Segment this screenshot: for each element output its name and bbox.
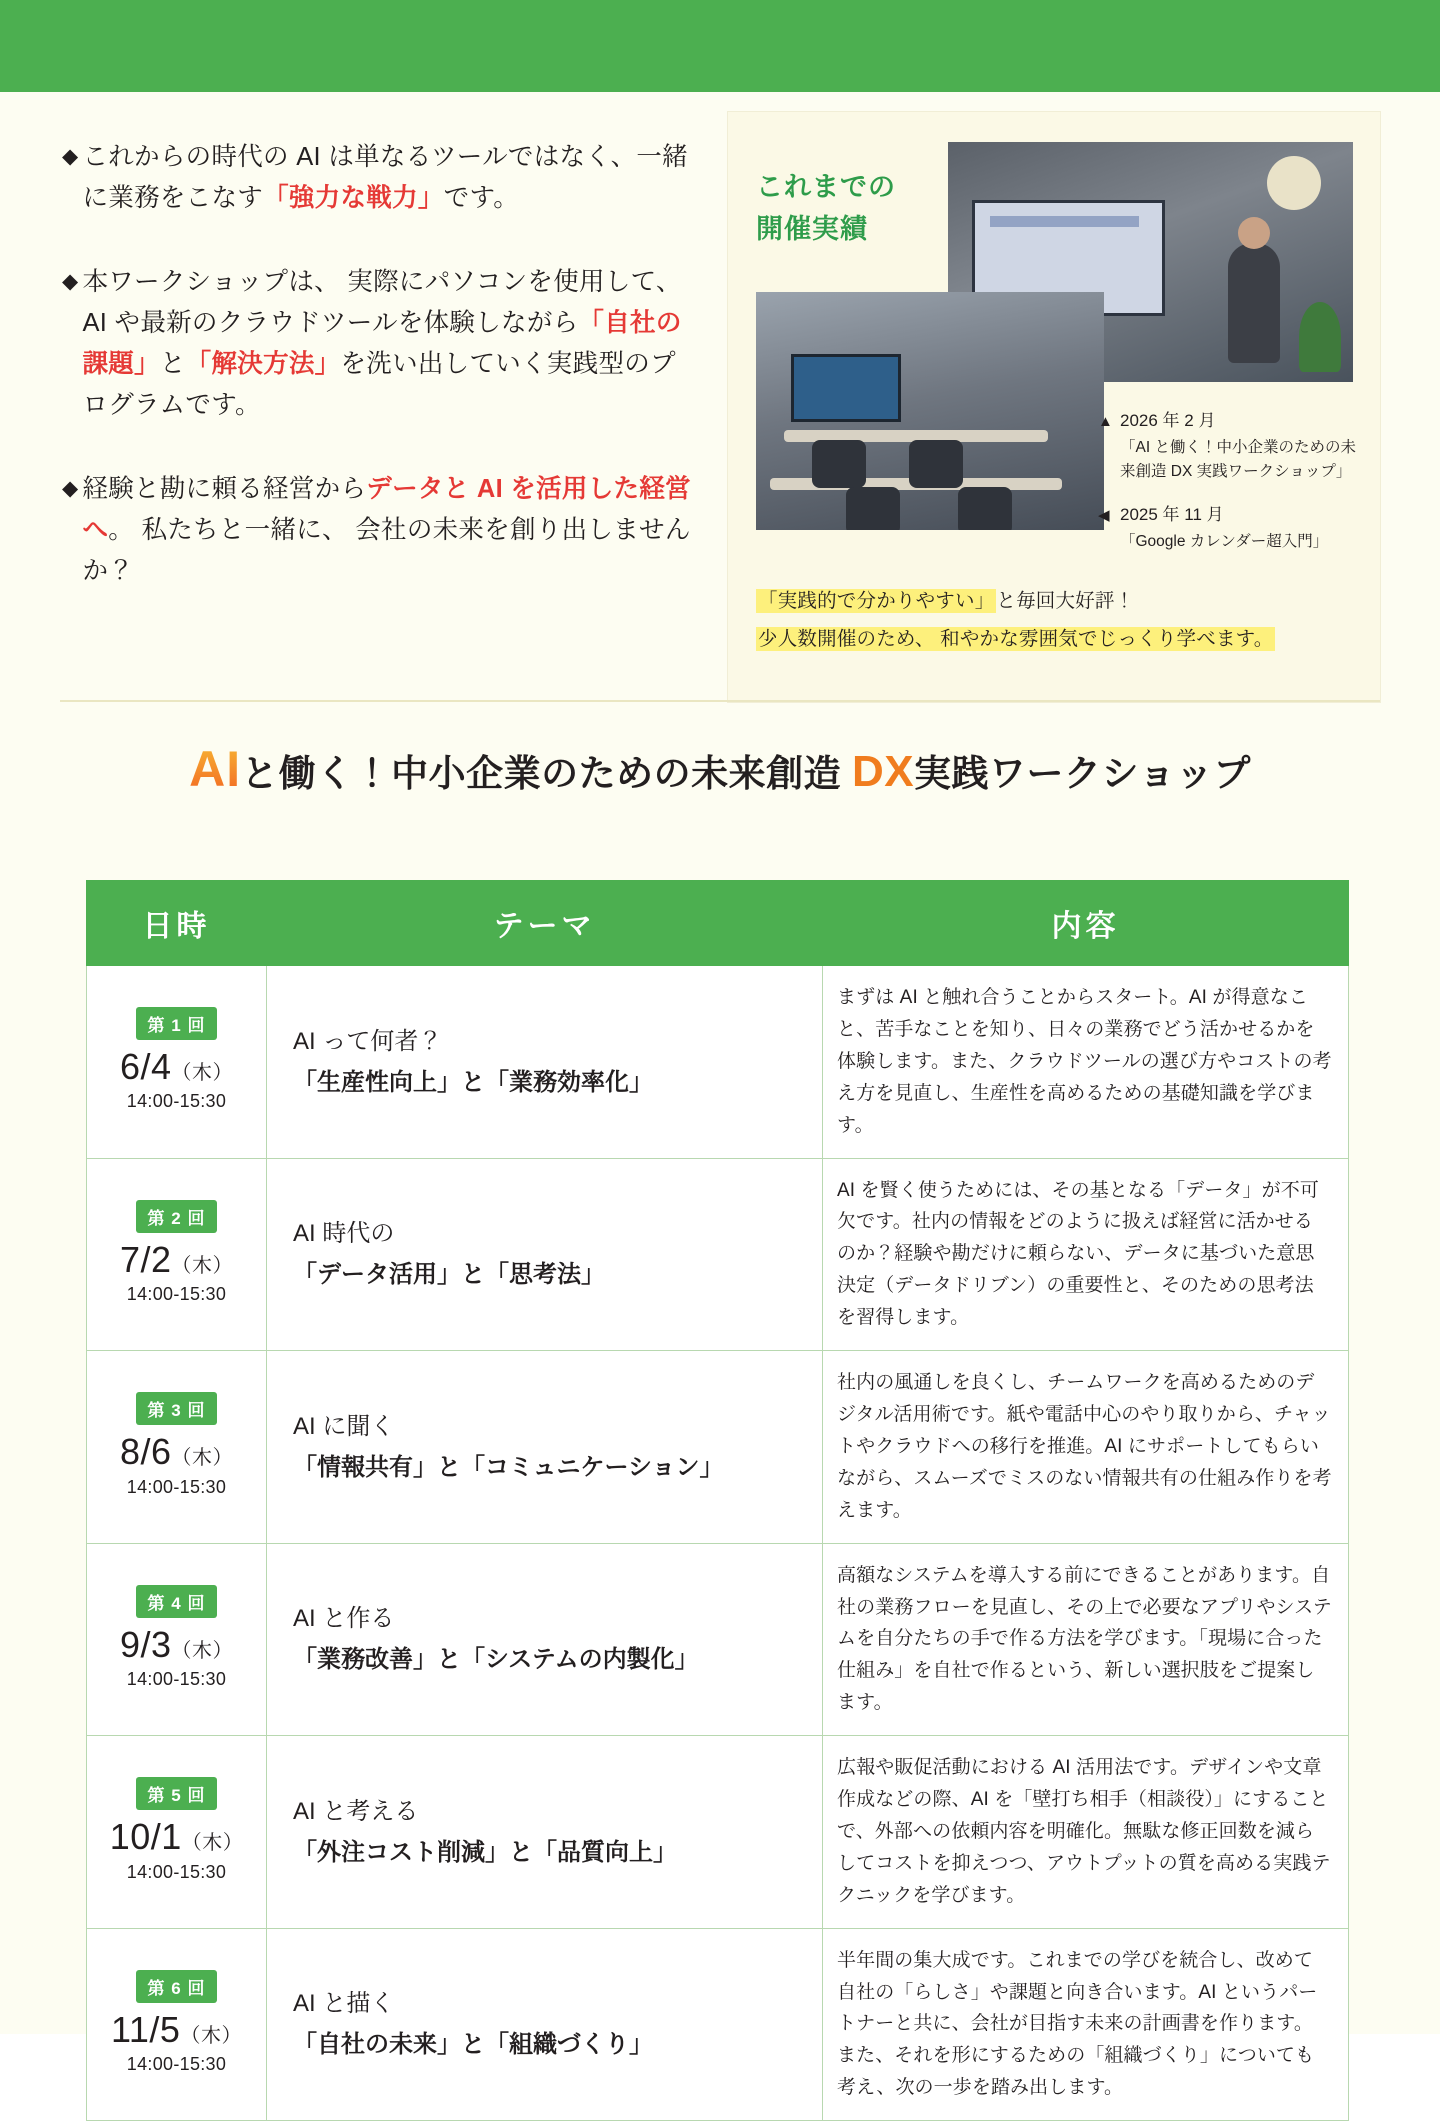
theme-line-2: 「自社の未来」と「組織づくり」 [293,2031,653,2059]
cell-theme [267,1928,823,2121]
intro-section [0,92,1440,732]
cell-date [87,1158,267,1351]
diamond-icon: ◆ [62,145,79,168]
date-value [93,1239,260,1280]
theme-line-1: AI と作る [293,1605,395,1633]
date-number: 7/2 [119,1238,172,1280]
date-weekday: （木） [171,1639,234,1662]
date-value [93,1431,260,1472]
status-badge: 第 5 回 [136,1777,218,1810]
date-number: 8/6 [119,1431,172,1473]
cell-description: 社内の風通しを良くし、チームワークを高めるためのデジタル活用術です。紙や電話中心のやり取りから、チャットやクラウドへの移行を推進。AI にサポートしてもらいながら、スムーズでミスのない情報共有の仕組み作りを考えます。 [823,1351,1349,1544]
bullet-text-part: 経験と勘に頼る経営から [82,474,367,503]
bullet-text [82,469,692,593]
bullet-text-part: これからの時代の AI は単なるツールではなく、一緒に業務をこなす [82,143,688,213]
time-range: 14:00-15:30 [126,1283,227,1304]
time-range: 14:00-15:30 [126,1861,227,1882]
card-label-line1: これまでの [756,172,896,202]
time-range: 14:00-15:30 [126,2054,227,2075]
card-label [756,167,896,251]
ai-logo-text: AI [189,741,242,797]
footer-highlight: 少人数開催のため、 和やかな雰囲気でじっくり学べます。 [758,628,1274,651]
status-badge: 第 1 回 [136,1007,218,1040]
date-number: 10/1 [109,1816,182,1858]
card-label-line2: 開催実績 [756,213,868,244]
footer-line-1 [756,582,1356,620]
date-value [93,1046,260,1087]
top-green-band [0,0,1440,92]
table-row [87,1543,1349,1736]
triangle-up-icon: ▲ [1098,413,1113,430]
bullet-text [82,137,692,220]
time-range: 14:00-15:30 [126,1091,227,1112]
theme-line-1: AI 時代の [293,1220,395,1248]
column-header-date: 日時 [87,881,267,966]
date-number: 9/3 [119,1623,172,1665]
list-item [62,469,692,593]
cell-date [87,1736,267,1929]
bullet-text-part: を洗い出していく実践型のプログラムです。 [82,350,676,420]
cell-description: 広報や販促活動における AI 活用法です。デザインや文章作成などの際、AI を「壁打ち相手（相談役）」にすることで、外部への依頼内容を明確化。無駄な修正回数を減らしてコストを抑えつつ、アウトプットの質を高める実践テクニックを学びます。 [823,1736,1349,1929]
wall-monitor [791,354,901,422]
bullet-text [82,262,692,427]
status-badge: 第 4 回 [136,1585,218,1618]
table-row [87,966,1349,1159]
bullet-highlight: 「強力な戦力」 [263,184,444,213]
bullet-text-part: です。 [443,184,520,213]
section-divider [60,700,1380,702]
ceiling-lamp [1267,156,1321,210]
plant [1299,302,1341,372]
table-row [87,1158,1349,1351]
list-item [62,137,692,220]
cell-description: AI を賢く使うためには、その基となる「データ」が不可欠です。社内の情報をどのように扱えば経営に活かせるのか？経験や勘だけに頼らない、データに基づいた意思決定（データドリブン）の重要性と、そのための思考法を習得します。 [823,1158,1349,1351]
date-weekday: （木） [171,1062,234,1085]
cell-theme [267,1736,823,1929]
triangle-left-icon: ◀ [1098,507,1110,524]
title-tail: 実践ワークショップ [914,753,1251,794]
diamond-icon: ◆ [62,269,79,293]
theme-line-1: AI に聞く [293,1412,395,1440]
list-item [62,262,692,427]
caption-title: 「Google カレンダー超入門」 [1120,533,1329,551]
bullet-text-part: 本ワークショップは、 実際にパソコンを使用して、 AI や最新のクラウドツールを体験しながら [82,267,682,337]
table-row [87,1351,1349,1544]
bullet-text-part: 。 私たちと一緒に、 会社の未来を創り出しませんか？ [82,516,691,586]
cell-theme [267,1543,823,1736]
column-header-theme: テーマ [267,881,823,966]
cell-description: 高額なシステムを導入する前にできることがあります。自社の業務フローを見直し、その上で必要なアプリやシステムを自分たちの手で作る方法を学びます。「現場に合った仕組み」を自社で作るという、新しい選択肢をご提案します。 [823,1543,1349,1736]
status-badge: 第 3 回 [136,1392,218,1425]
intro-bullet-list [62,137,692,635]
time-range: 14:00-15:30 [126,1476,227,1497]
photo-caption [1098,502,1360,554]
theme-line-2: 「生産性向上」と「業務効率化」 [293,1068,653,1096]
bullet-highlight: 「自社の課題」 [82,308,682,379]
table-row [87,1928,1349,2121]
event-photo-classroom [756,292,1104,530]
presenter-figure [1228,243,1280,363]
cell-theme [267,966,823,1159]
bullet-highlight: 「解決方法」 [185,350,341,379]
cell-date [87,1928,267,2121]
bullet-text-part: と [159,350,186,379]
cell-theme [267,1351,823,1544]
title-mid: と働く！中小企業のための未来創造 [241,753,842,794]
photo-caption [1098,408,1360,484]
theme-line-2: 「外注コスト削減」と「品質向上」 [293,1838,677,1866]
bullet-highlight: データと AI を活用した経営へ [82,474,691,545]
theme-line-2: 「情報共有」と「コミュニケーション」 [293,1453,724,1481]
date-value [93,1624,260,1665]
date-number: 11/5 [111,2008,181,2050]
cell-description: 半年間の集大成です。これまでの学びを統合し、改めて自社の「らしさ」や課題と向き合います。AI というパートナーと共に、会社が目指す未来の計画書を作ります。また、それを形にするための「組織づくり」についても考え、次の一歩を踏み出します。 [823,1928,1349,2121]
chair [909,440,963,488]
chair [846,487,900,530]
date-weekday: （木） [171,1447,234,1470]
page-title [0,740,1440,798]
caption-title: 「AI と働く！中小企業のための未来創造 DX 実践ワークショップ」 [1120,439,1356,481]
date-weekday: （木） [180,2024,242,2047]
theme-line-2: 「業務改善」と「システムの内製化」 [293,1646,699,1674]
footer-line-2 [756,620,1356,658]
cell-date [87,1351,267,1544]
card-footer-text [756,582,1356,658]
status-badge: 第 2 回 [136,1200,218,1233]
chair [812,440,866,488]
theme-line-2: 「データ活用」と「思考法」 [293,1261,605,1289]
footer-highlight: 「実践的で分かりやすい」 [758,590,995,612]
dx-logo-text: DX [851,747,915,796]
status-badge: 第 6 回 [136,1970,218,2003]
diamond-icon: ◆ [62,476,79,500]
time-range: 14:00-15:30 [126,1669,227,1690]
chair [958,487,1012,530]
caption-date: 2025 年 11 月 [1120,505,1224,524]
past-events-card [728,112,1380,702]
theme-line-1: AI と考える [293,1797,419,1825]
cell-date [87,966,267,1159]
theme-line-1: AI と描く [293,1990,395,2018]
date-weekday: （木） [181,1832,244,1855]
table-header-row [87,881,1349,966]
footer-text: と毎回大好評！ [996,590,1135,612]
date-value [93,1816,260,1857]
cell-description: まずは AI と触れ合うことからスタート。AI が得意なこと、苦手なことを知り、日々の業務でどう活かせるかを体験します。また、クラウドツールの選び方やコストの考え方を見直し、生産性を高めるための基礎知識を学びます。 [823,966,1349,1159]
date-weekday: （木） [171,1254,234,1277]
schedule-table [86,880,1349,2121]
cell-theme [267,1158,823,1351]
cell-date [87,1543,267,1736]
table-row [87,1736,1349,1929]
date-value [93,2009,260,2050]
caption-date: 2026 年 2 月 [1120,411,1216,430]
theme-line-1: AI って何者？ [293,1027,443,1055]
date-number: 6/4 [119,1046,172,1088]
column-header-content: 内容 [823,881,1349,966]
